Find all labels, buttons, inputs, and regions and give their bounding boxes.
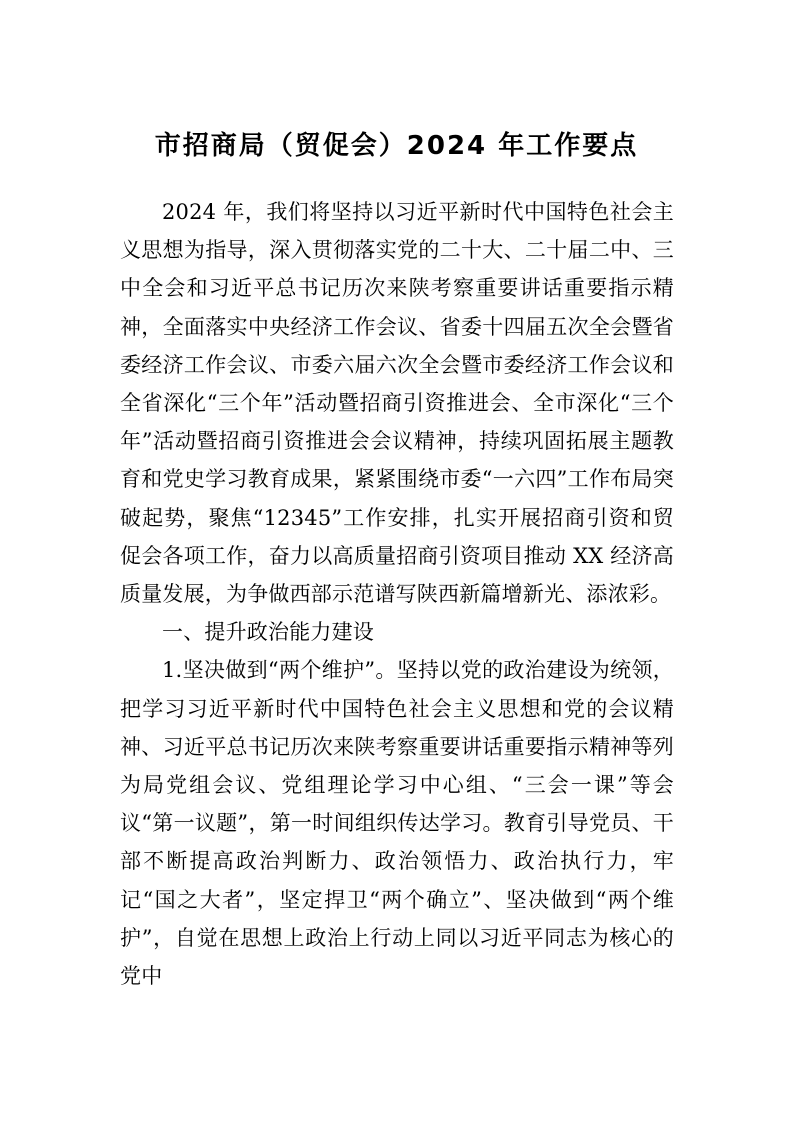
item-paragraph: 1.坚决做到“两个维护”。坚持以党的政治建设为统领，把学习习近平新时代中国特色社会主义思想和党的会议精神、习近平总书记历次来陕考察重要讲话重要指示精神等列为局党组会议、党组理论学习中心组、“三会一课”等会议“第一议题”，第一时间组织传达学习。教育引导党员、干部不断提高政治判断力、政治领悟力、政治执行力，牢记“国之大者”，坚定捍卫“两个确立”、坚决做到“两个维护”，自觉在思想上政治上行动上同以习近平同志为核心的党中 — [120, 658, 674, 989]
document-title: 市招商局（贸促会）2024 年工作要点 — [154, 131, 639, 161]
section-heading: 一、提升政治能力建设 — [162, 620, 374, 645]
intro-paragraph: 2024 年，我们将坚持以习近平新时代中国特色社会主义思想为指导，深入贯彻落实党的二十大、二十届二中、三中全会和习近平总书记历次来陕考察重要讲话重要指示精神，全面落实中央经济工作会议、省委十四届五次全会暨省委经济工作会议、市委六届六次全会暨市委经济工作会议和全省深化“三个年”活动暨招商引资推进会、全市深化“三个年”活动暨招商引资推进会会议精神，持续巩固拓展主题教育和党史学习教育成果，紧紧围绕市委“一六四”工作布局突破起势，聚焦“12345”工作安排，扎实开展招商引资和贸促会各项工作，奋力以高质量招商引资项目推动 XX 经济高质量发展，为争做西部示范谱写陕西新篇增新光、添浓彩。 — [120, 200, 674, 607]
document-body — [120, 193, 674, 995]
